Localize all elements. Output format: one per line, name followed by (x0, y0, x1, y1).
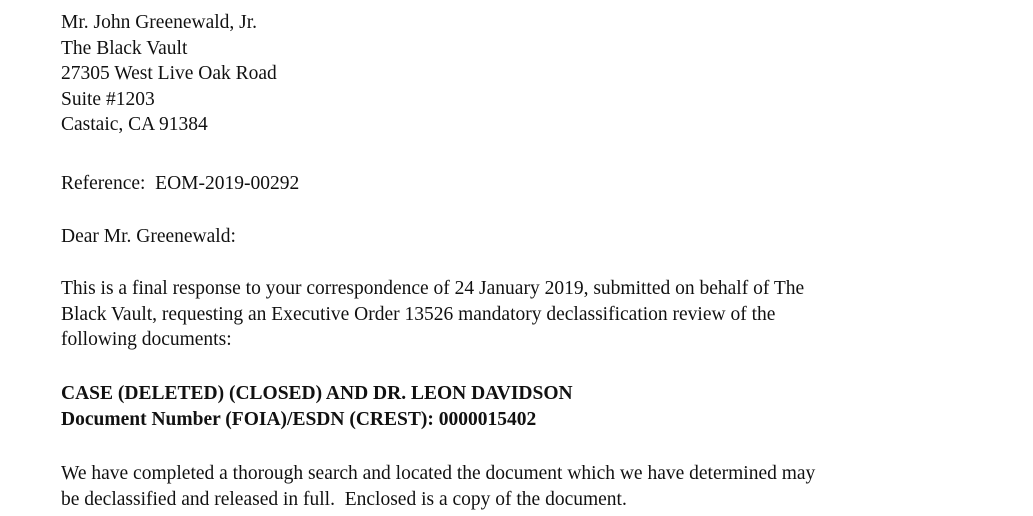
address-line-city: Castaic, CA 91384 (61, 114, 208, 135)
subject-document-number: Document Number (FOIA)/ESDN (CREST): 0000015402 (61, 408, 537, 430)
paragraph-result (61, 461, 815, 512)
address-line-suite: Suite #1203 (61, 88, 155, 110)
recipient-address (61, 10, 277, 138)
paragraph-request (61, 276, 804, 353)
salutation (61, 224, 236, 250)
paragraph-result-line-1: We have completed a thorough search and located the document which we have determined may (61, 463, 816, 484)
document-subject (61, 381, 573, 432)
address-line-street: 27305 West Live Oak Road (61, 63, 277, 84)
address-line-organization: The Black Vault (61, 37, 188, 59)
paragraph-request-line-2: Black Vault, requesting an Executive Order 13526 mandatory declassification review of the (61, 303, 776, 325)
paragraph-result-line-2: be declassified and released in full. Enclosed is a copy of the document. (61, 488, 627, 510)
reference-line (61, 171, 299, 197)
subject-title: CASE (DELETED) (CLOSED) AND DR. LEON DAVIDSON (61, 383, 573, 404)
paragraph-request-line-3: following documents: (61, 329, 232, 350)
reference-text: Reference: EOM-2019-00292 (61, 173, 300, 194)
salutation-text: Dear Mr. Greenewald: (61, 226, 236, 247)
address-line-name: Mr. John Greenewald, Jr. (61, 12, 258, 33)
paragraph-request-line-1: This is a final response to your correspondence of 24 January 2019, submitted on behalf of The (61, 278, 805, 299)
